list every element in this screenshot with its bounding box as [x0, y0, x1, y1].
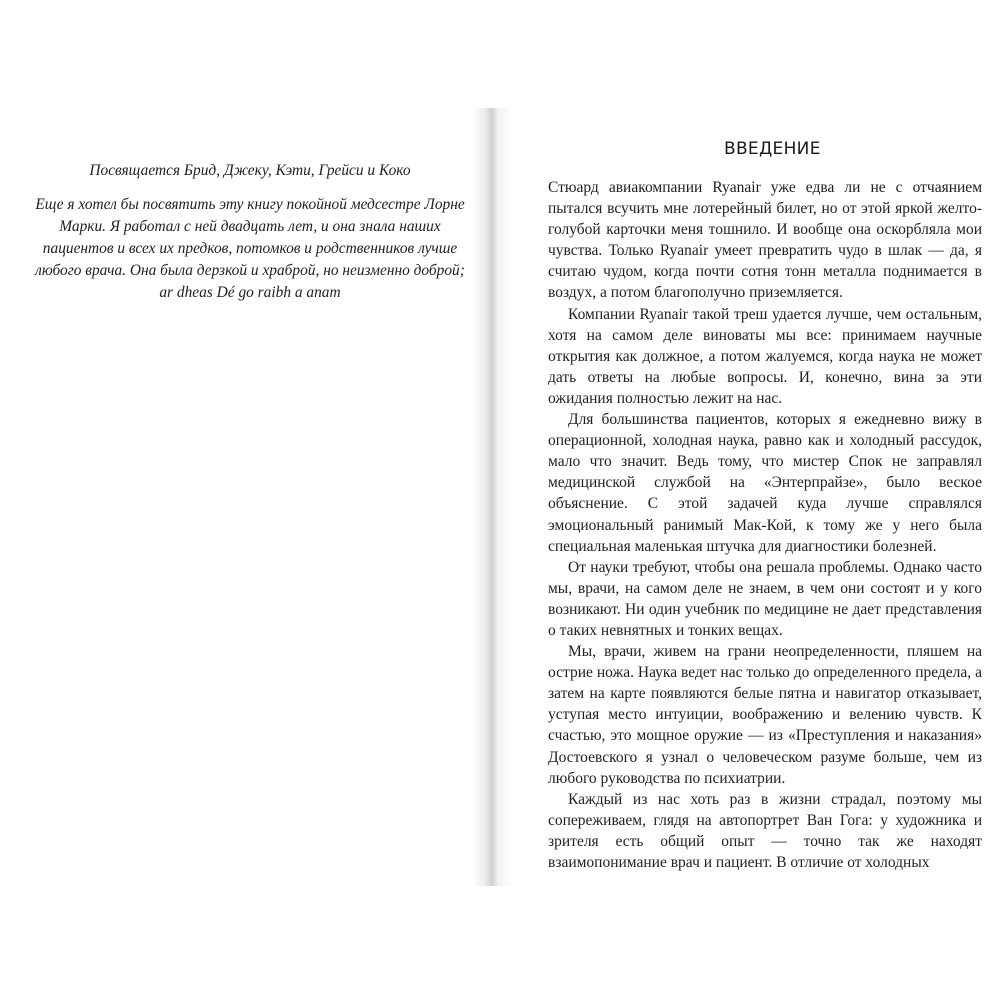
paragraph: Каждый из нас хоть раз в жизни страдал, поэтому мы сопереживаем, глядя на автопортрет Ван Гога: у художника и зрителя есть общий опыт — точно так же находят взаимопонимание врач и пациент. В отличие от холодных	[548, 790, 982, 871]
paragraph: От науки требуют, чтобы она решала проблемы. Однако часто мы, врачи, на самом деле не знаем, в чем они состоят и у кого возникают. Ни один учебник по медицине не дает представления о таких невнятных и тонких вещах.	[548, 558, 982, 639]
paragraph: Для большинства пациентов, которых я ежедневно вижу в операционной, холодная наука, равно как и холодный рассудок, мало что значит. Ведь тому, что мистер Спок не заправлял медицинской службой на «Энтерпрайзе», было веское объяснение. С этой задачей куда лучше справлялся эмоциональный ранимый Мак-Кой, к тому же у него была специальная маленькая штучка для диагностики болезней.	[548, 411, 982, 555]
paragraph: Компании Ryanair такой треш удается лучше, чем остальным, хотя на самом деле виноваты мы все: принимаем научные открытия как должное, а потом жалуемся, когда наука не может дать ответы на любые вопросы. И, конечно, вина за эти ожидания полностью лежит на нас.	[548, 305, 982, 407]
paragraph: Стюард авиакомпании Ryanair уже едва ли не с отчаянием пытался всучить мне лотерейный билет, но от этой яркой желто-голубой карточки меня тошнило. И вообще она оскорбляла мои чувства. Только Ryanair умеет превратить чудо в шлак — да, я считаю чудом, когда почти сотня тонн металла поднимается в воздух, а потом благополучно приземляется.	[548, 179, 982, 302]
chapter-title: ВВЕДЕНИЕ	[724, 139, 821, 159]
right-page	[500, 0, 1000, 1000]
paragraph: Мы, врачи, живем на грани неопределенности, пляшем на острие ножа. Наука ведет нас только до определенного предела, а затем на карте появляются белые пятна и навигатор отказывает, уступая место интуиции, воображению и велению чувств. К счастью, это мощное оружие — из «Преступления и наказания» Достоевского я узнал о человеческом разуме больше, чем из любого руководства по психиатрии.	[548, 643, 982, 787]
dedication-line: Посвящается Брид, Джеку, Кэти, Грейси и Коко	[89, 162, 411, 179]
dedication	[30, 160, 470, 304]
body-text	[548, 177, 982, 873]
left-page	[0, 0, 488, 1000]
dedication-text: Еще я хотел бы посвятить эту книгу покойной медсестре Лорне Марки. Я работал с ней двадцать лет, и она знала наших пациентов и всех их предков, потомков и родственников лучше любого врача. Она была дерзкой и храброй, но неизменно доброй; ar dheas Dé go raibh a anam	[35, 196, 465, 301]
